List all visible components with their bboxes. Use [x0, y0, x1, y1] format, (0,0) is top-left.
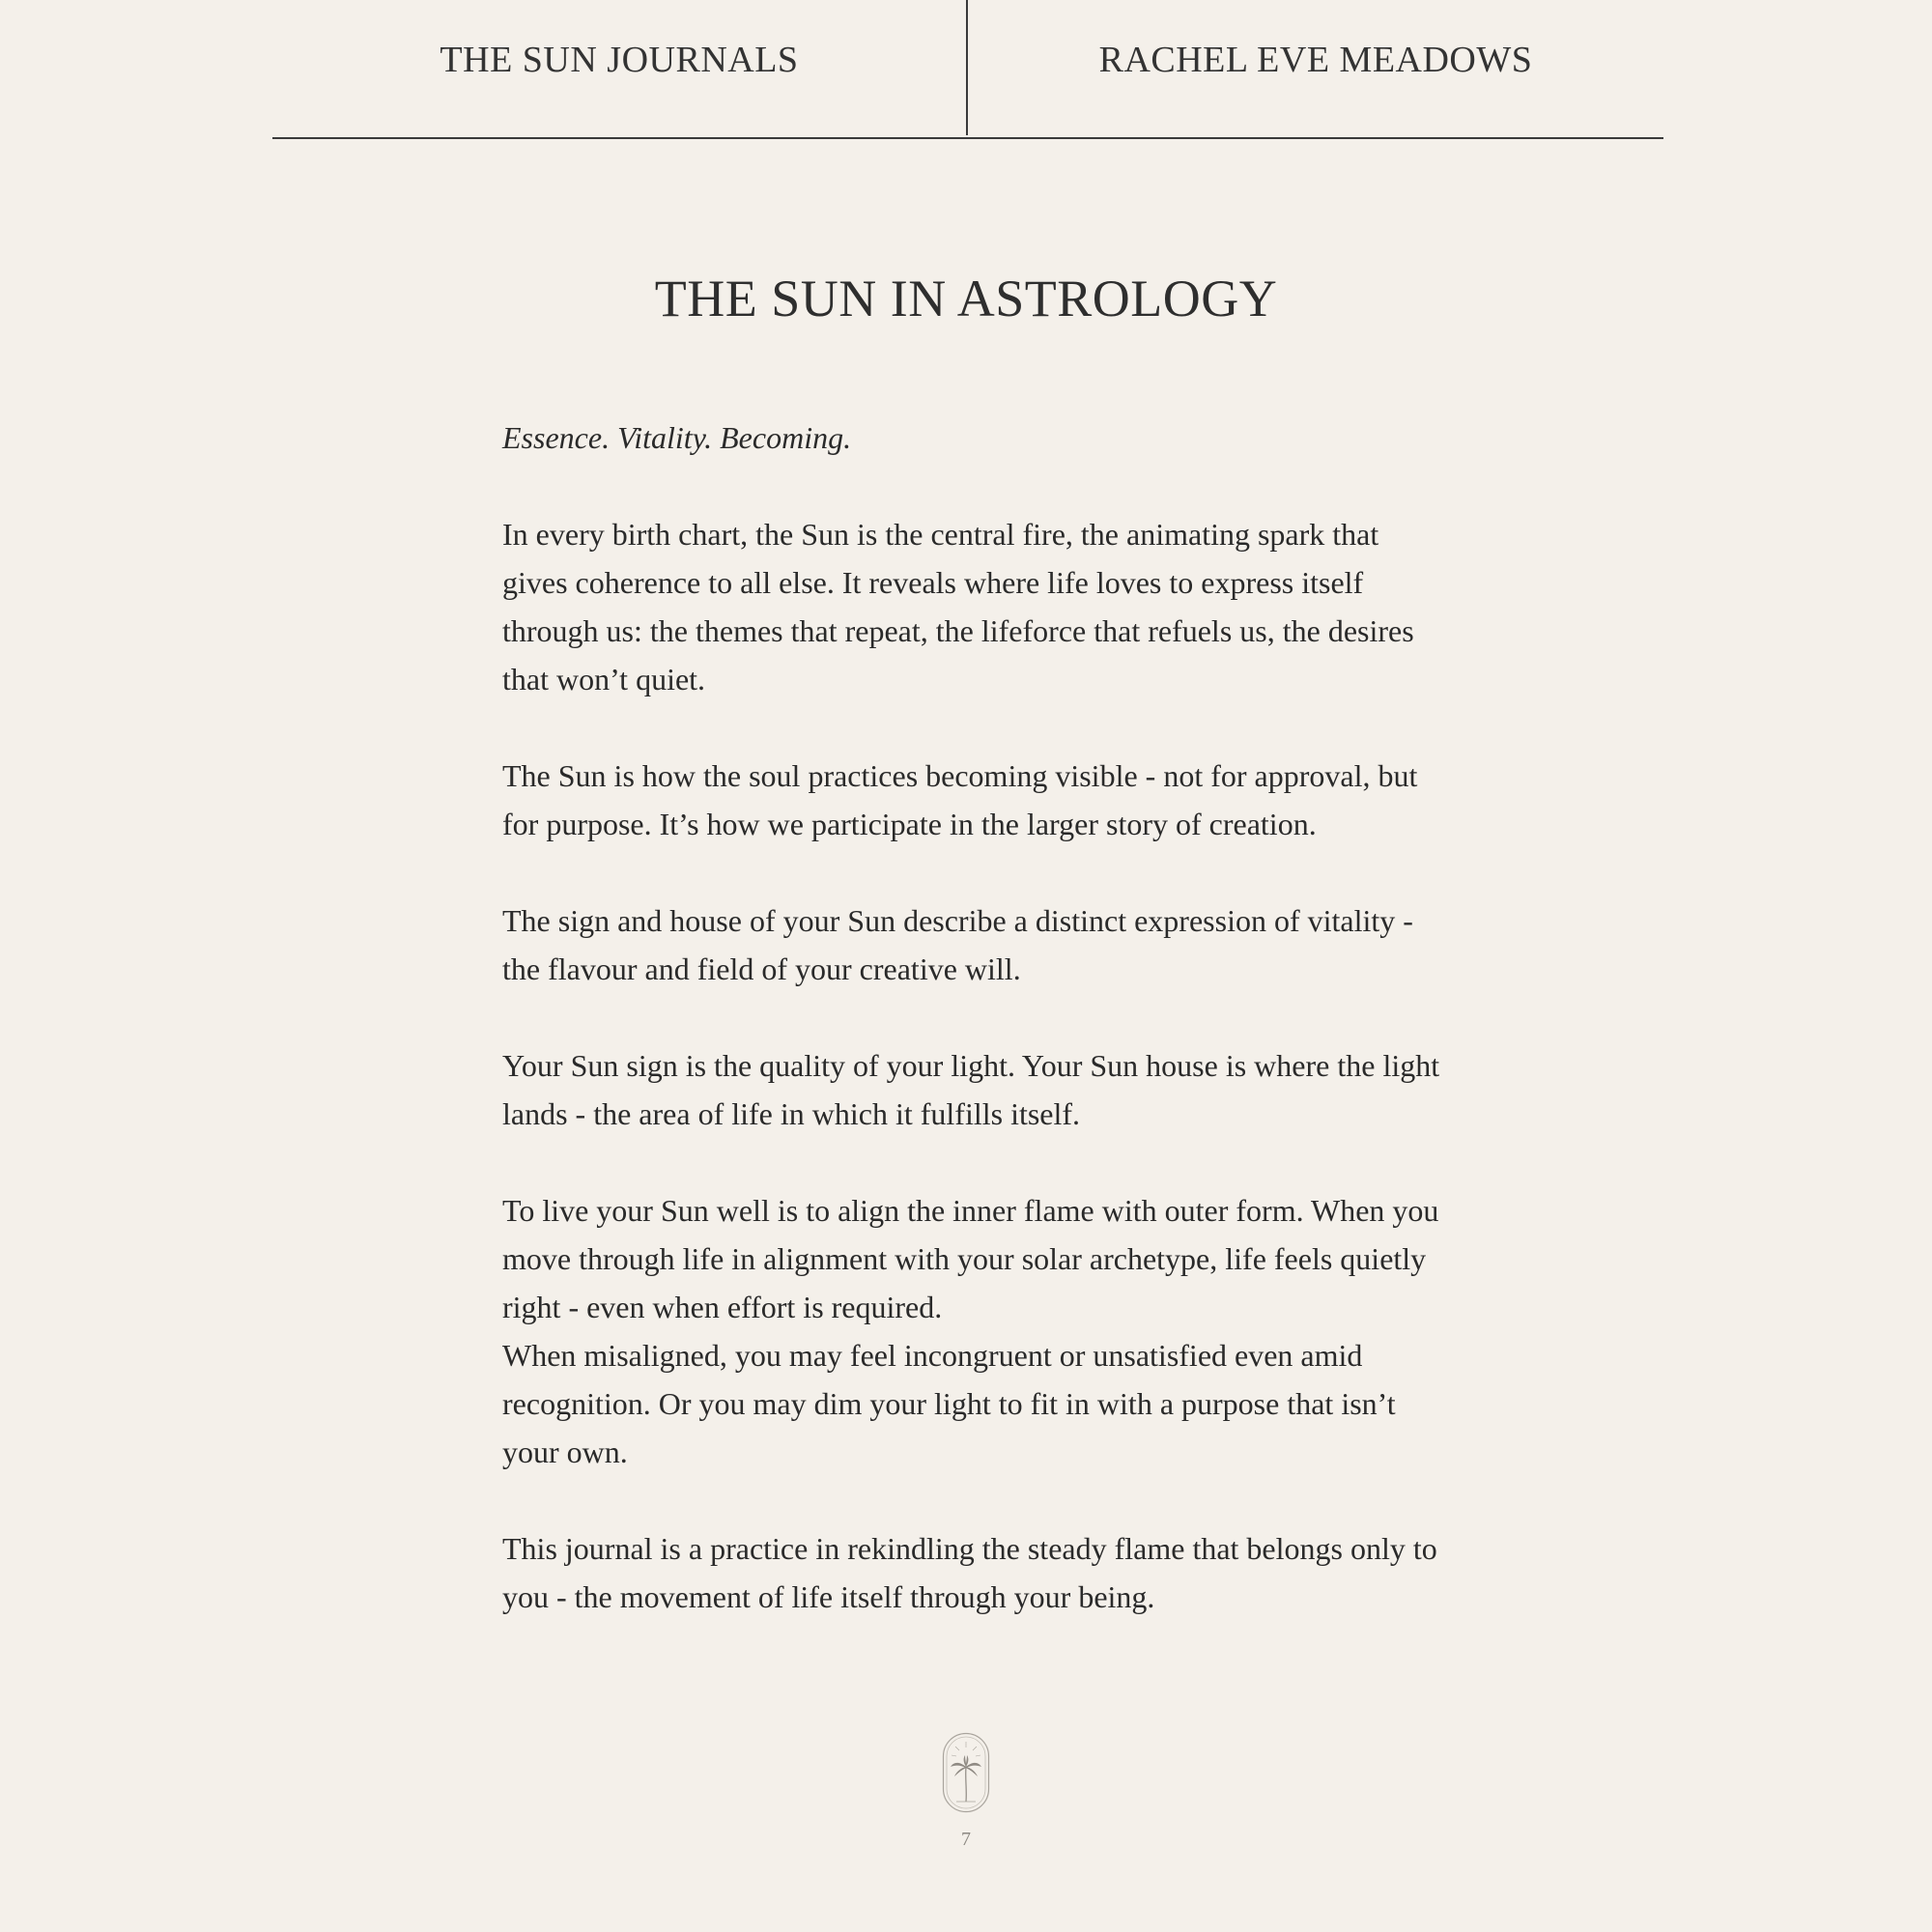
paragraph: When misaligned, you may feel incongruent or unsatisfied even amid recognition. Or you may dim your light to fit in with a purpose that isn’t your own.	[502, 1338, 1396, 1469]
page-number: 7	[961, 1829, 971, 1850]
paragraph: In every birth chart, the Sun is the central fire, the animating spark that gives coherence to all else. It reveals where life loves to express itself through us: the themes that repeat, the lifeforce that refuels us, the desires that won’t quiet.	[502, 517, 1414, 696]
author-name: RACHEL EVE MEADOWS	[1098, 40, 1533, 80]
tagline: Essence. Vitality. Becoming.	[502, 420, 852, 455]
palm-tree-arch-icon	[942, 1732, 990, 1813]
page-title: THE SUN IN ASTROLOGY	[654, 270, 1278, 327]
paragraph: This journal is a practice in rekindling the steady flame that belongs only to you - the movement of life itself through your being.	[502, 1531, 1437, 1614]
body-text	[502, 413, 1449, 1669]
paragraph: The sign and house of your Sun describe a distinct expression of vitality - the flavour and field of your creative will.	[502, 903, 1413, 986]
paragraph: To live your Sun well is to align the inner flame with outer form. When you move through life in alignment with your solar archetype, life feels quietly right - even when effort is required.	[502, 1193, 1439, 1324]
paragraph: The Sun is how the soul practices becoming visible - not for approval, but for purpose. It’s how we participate in the larger story of creation.	[502, 758, 1418, 841]
running-header	[272, 0, 1663, 139]
paragraph: Your Sun sign is the quality of your light. Your Sun house is where the light lands - the area of life in which it fulfills itself.	[502, 1048, 1440, 1131]
journal-series-title: THE SUN JOURNALS	[440, 40, 799, 80]
